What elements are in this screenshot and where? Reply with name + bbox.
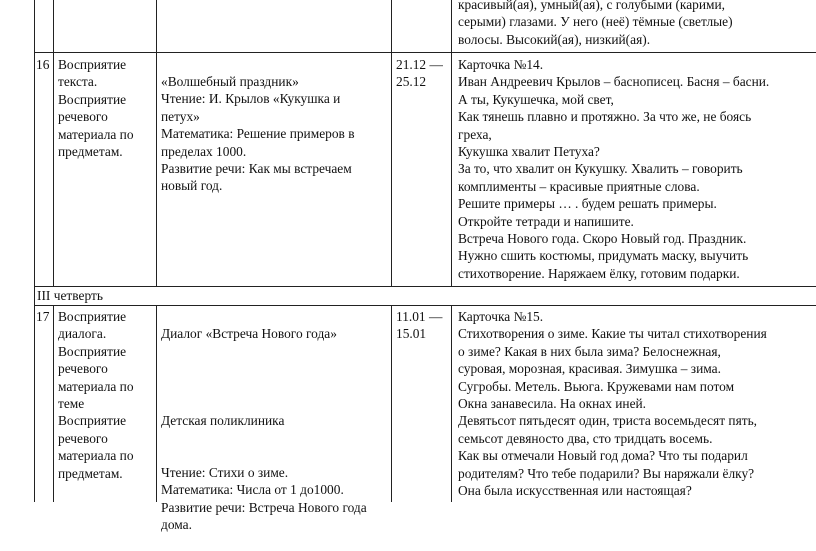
row17-dates: 11.01 — 15.01 <box>396 309 443 342</box>
row17-number: 17 <box>36 309 50 324</box>
row17-material-subjects: Чтение: Стихи о зиме. Математика: Числа от 1 до1000. Развитие речи: Встреча Нового года дома. <box>161 465 367 533</box>
table-border-left <box>34 0 35 502</box>
table-col-divider-1 <box>53 0 54 286</box>
row16-dates: 21.12 — 25.12 <box>396 57 443 90</box>
table-col-divider-4 <box>451 0 452 286</box>
table-row-divider <box>34 286 816 287</box>
row17-topic: Восприятие диалога. Восприятие речевого материала по теме Восприятие речевого материала по предметам. <box>58 309 134 481</box>
row17-card: Карточка №15. Стихотворения о зиме. Какие ты читал стихотворения о зиме? Какая в них была зима? Белоснежная, суровая, морозная, красивая. Зимушка – зима. Сугробы. Метель. Вьюга. Кружевами нам потом Окна занавесила. На окнах иней. Девятьсот пятьдесят один, триста восемьдесят пять, семьсот девяносто два, сто тридцать восемь. Как вы отмечали Новый год дома? Что ты подарил родителям? Что тебе подарили? Вы наряжали ёлку? Она была искусственная или настоящая? <box>458 309 767 499</box>
table-col-divider-2 <box>156 305 157 502</box>
row17-material-clinic: Детская поликлиника <box>161 413 285 429</box>
table-row-divider <box>34 305 816 306</box>
section-heading: III четверть <box>37 288 103 303</box>
row16-material: «Волшебный праздник» Чтение: И. Крылов «Кукушка и петух» Математика: Решение примеров в пределах 1000. Развитие речи: Как мы встречаем новый год. <box>161 74 355 194</box>
table-row-divider <box>34 52 816 53</box>
row16-number: 16 <box>36 57 50 72</box>
table-col-divider-3 <box>391 305 392 502</box>
table-col-divider-2 <box>156 0 157 286</box>
row17-material-dialog: Диалог «Встреча Нового года» <box>161 326 337 342</box>
table-col-divider-4 <box>451 305 452 502</box>
row17-material <box>161 308 389 551</box>
table-col-divider-3 <box>391 0 392 286</box>
row16-topic: Восприятие текста. Восприятие речевого материала по предметам. <box>58 57 134 160</box>
table-col-divider-1 <box>53 305 54 502</box>
top-row-description: красивый(ая), умный(ая), с голубыми (карими, серыми) глазами. У него (неё) тёмные (светлые) волосы. Высокий(ая), низкий(ая). <box>458 0 733 47</box>
row16-card: Карточка №14. Иван Андреевич Крылов – баснописец. Басня – басни. А ты, Кукушечка, мой свет, Как тянешь плавно и протяжно. За что же, не боясь греха, Кукушка хвалит Петуха? За то, что хвалит он Кукушку. Хвалить – говорить комплименты – красивые приятные слова. Решите примеры … . будем решать примеры. Откройте тетради и напишите. Встреча Нового года. Скоро Новый год. Праздник. Нужно сшить костюмы, придумать маску, выучить стихотворение. Наряжаем ёлку, готовим подарки. <box>458 57 770 281</box>
